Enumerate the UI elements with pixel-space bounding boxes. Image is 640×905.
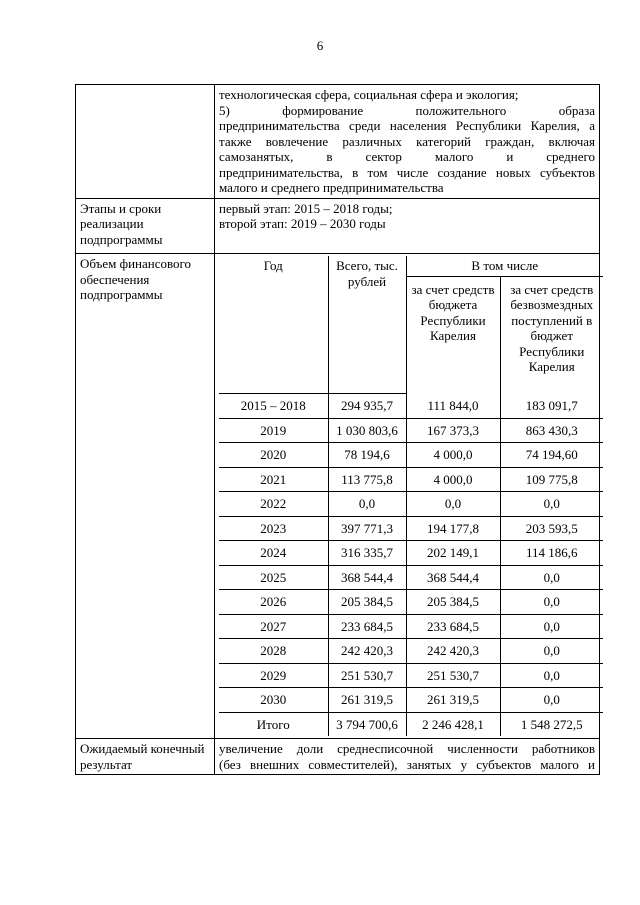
- cell-grants: 0,0: [500, 614, 603, 639]
- continuation-line: предпринимательства, в том числе создание новых субъектов: [219, 164, 595, 180]
- continuation-line: технологическая сфера, социальная сфера и экология;: [219, 87, 519, 102]
- cell-grants: 114 186,6: [500, 541, 603, 566]
- cell-total: 316 335,7: [328, 541, 406, 566]
- continuation-label-cell: [76, 85, 215, 199]
- cell-year: 2026: [219, 590, 328, 615]
- cell-total: 0,0: [328, 492, 406, 517]
- finance-table-cell: [215, 254, 600, 739]
- result-line: (без внешних совместителей), занятых у субъектов малого и: [219, 756, 595, 772]
- finance-data-row: [219, 663, 603, 688]
- result-label: Ожидаемый конечный результат: [76, 739, 215, 775]
- result-row: [76, 739, 600, 775]
- cell-budget: 251 530,7: [406, 663, 500, 688]
- cell-total: 3 794 700,6: [328, 712, 406, 736]
- stages-row: [76, 198, 600, 254]
- cell-year: 2025: [219, 565, 328, 590]
- finance-table: [219, 256, 603, 736]
- finance-data-row: [219, 639, 603, 664]
- finance-data-row: [219, 492, 603, 517]
- cell-year: 2024: [219, 541, 328, 566]
- cell-grants: 74 194,60: [500, 443, 603, 468]
- header-year: Год: [219, 256, 328, 394]
- cell-year: 2021: [219, 467, 328, 492]
- continuation-line: самозанятых, в сектор малого и среднего: [219, 149, 595, 164]
- continuation-line: малого и среднего предпринимательства: [219, 180, 444, 195]
- finance-data-row: [219, 541, 603, 566]
- page-number: 6: [316, 38, 324, 53]
- continuation-text: [215, 85, 600, 199]
- cell-total: 397 771,3: [328, 516, 406, 541]
- cell-budget: 202 149,1: [406, 541, 500, 566]
- finance-data-row: [219, 394, 603, 419]
- header-grants: за счет средств безвозмездных поступлений в бюджет Республики Карелия: [500, 276, 603, 394]
- cell-year: 2022: [219, 492, 328, 517]
- stage-line: первый этап: 2015 – 2018 годы;: [219, 200, 393, 216]
- cell-budget: 4 000,0: [406, 443, 500, 468]
- finance-row: [76, 254, 600, 739]
- cell-budget: 205 384,5: [406, 590, 500, 615]
- cell-grants: 109 775,8: [500, 467, 603, 492]
- cell-grants: 0,0: [500, 590, 603, 615]
- finance-data-row: [219, 688, 603, 713]
- cell-year: 2020: [219, 443, 328, 468]
- cell-year: 2028: [219, 639, 328, 664]
- cell-year: 2029: [219, 663, 328, 688]
- finance-data-row: [219, 418, 603, 443]
- cell-total: 113 775,8: [328, 467, 406, 492]
- continuation-row: [76, 85, 600, 199]
- cell-budget: 167 373,3: [406, 418, 500, 443]
- stages-text: [215, 198, 600, 254]
- finance-data-row: [219, 565, 603, 590]
- cell-year: 2027: [219, 614, 328, 639]
- finance-data-row: [219, 467, 603, 492]
- continuation-line: 5) формирование положительного образа: [219, 102, 595, 118]
- cell-total: 294 935,7: [328, 394, 406, 419]
- cell-year: 2019: [219, 418, 328, 443]
- cell-year: 2023: [219, 516, 328, 541]
- result-text: [215, 739, 600, 775]
- cell-grants: 0,0: [500, 688, 603, 713]
- cell-budget: 233 684,5: [406, 614, 500, 639]
- cell-grants: 0,0: [500, 565, 603, 590]
- finance-data-row: [219, 614, 603, 639]
- finance-data-row: [219, 590, 603, 615]
- cell-grants: 863 430,3: [500, 418, 603, 443]
- finance-data-row: [219, 712, 603, 736]
- cell-budget: 4 000,0: [406, 467, 500, 492]
- program-passport-table: [75, 84, 600, 775]
- cell-total: 251 530,7: [328, 663, 406, 688]
- cell-grants: 203 593,5: [500, 516, 603, 541]
- finance-header-row: [219, 256, 603, 276]
- cell-grants: 1 548 272,5: [500, 712, 603, 736]
- cell-budget: 194 177,8: [406, 516, 500, 541]
- cell-total: 242 420,3: [328, 639, 406, 664]
- finance-body: [219, 394, 603, 737]
- header-total: Всего, тыс. рублей: [328, 256, 406, 394]
- cell-total: 368 544,4: [328, 565, 406, 590]
- header-budget: за счет средств бюджета Республики Карелия: [406, 276, 500, 394]
- cell-total: 78 194,6: [328, 443, 406, 468]
- cell-total: 233 684,5: [328, 614, 406, 639]
- cell-budget: 2 246 428,1: [406, 712, 500, 736]
- cell-year: 2030: [219, 688, 328, 713]
- cell-budget: 242 420,3: [406, 639, 500, 664]
- finance-label: Объем финансового обеспечения подпрограммы: [76, 254, 215, 739]
- cell-grants: 0,0: [500, 663, 603, 688]
- header-including: В том числе: [406, 256, 603, 276]
- cell-budget: 368 544,4: [406, 565, 500, 590]
- cell-budget: 111 844,0: [406, 394, 500, 419]
- cell-budget: 0,0: [406, 492, 500, 517]
- cell-year: 2015 – 2018: [219, 394, 328, 419]
- stage-line: второй этап: 2019 – 2030 годы: [219, 216, 386, 231]
- cell-grants: 183 091,7: [500, 394, 603, 419]
- result-line: увеличение доли среднесписочной численности работников: [219, 741, 595, 756]
- cell-grants: 0,0: [500, 492, 603, 517]
- cell-budget: 261 319,5: [406, 688, 500, 713]
- continuation-line: также вовлечение различных категорий граждан, включая: [219, 133, 595, 149]
- finance-data-row: [219, 443, 603, 468]
- finance-data-row: [219, 516, 603, 541]
- cell-total: 261 319,5: [328, 688, 406, 713]
- continuation-line: предпринимательства среди населения Республики Карелия, а: [219, 118, 595, 133]
- cell-year: Итого: [219, 712, 328, 736]
- cell-total: 205 384,5: [328, 590, 406, 615]
- stages-label: Этапы и сроки реализации подпрограммы: [76, 198, 215, 254]
- cell-total: 1 030 803,6: [328, 418, 406, 443]
- cell-grants: 0,0: [500, 639, 603, 664]
